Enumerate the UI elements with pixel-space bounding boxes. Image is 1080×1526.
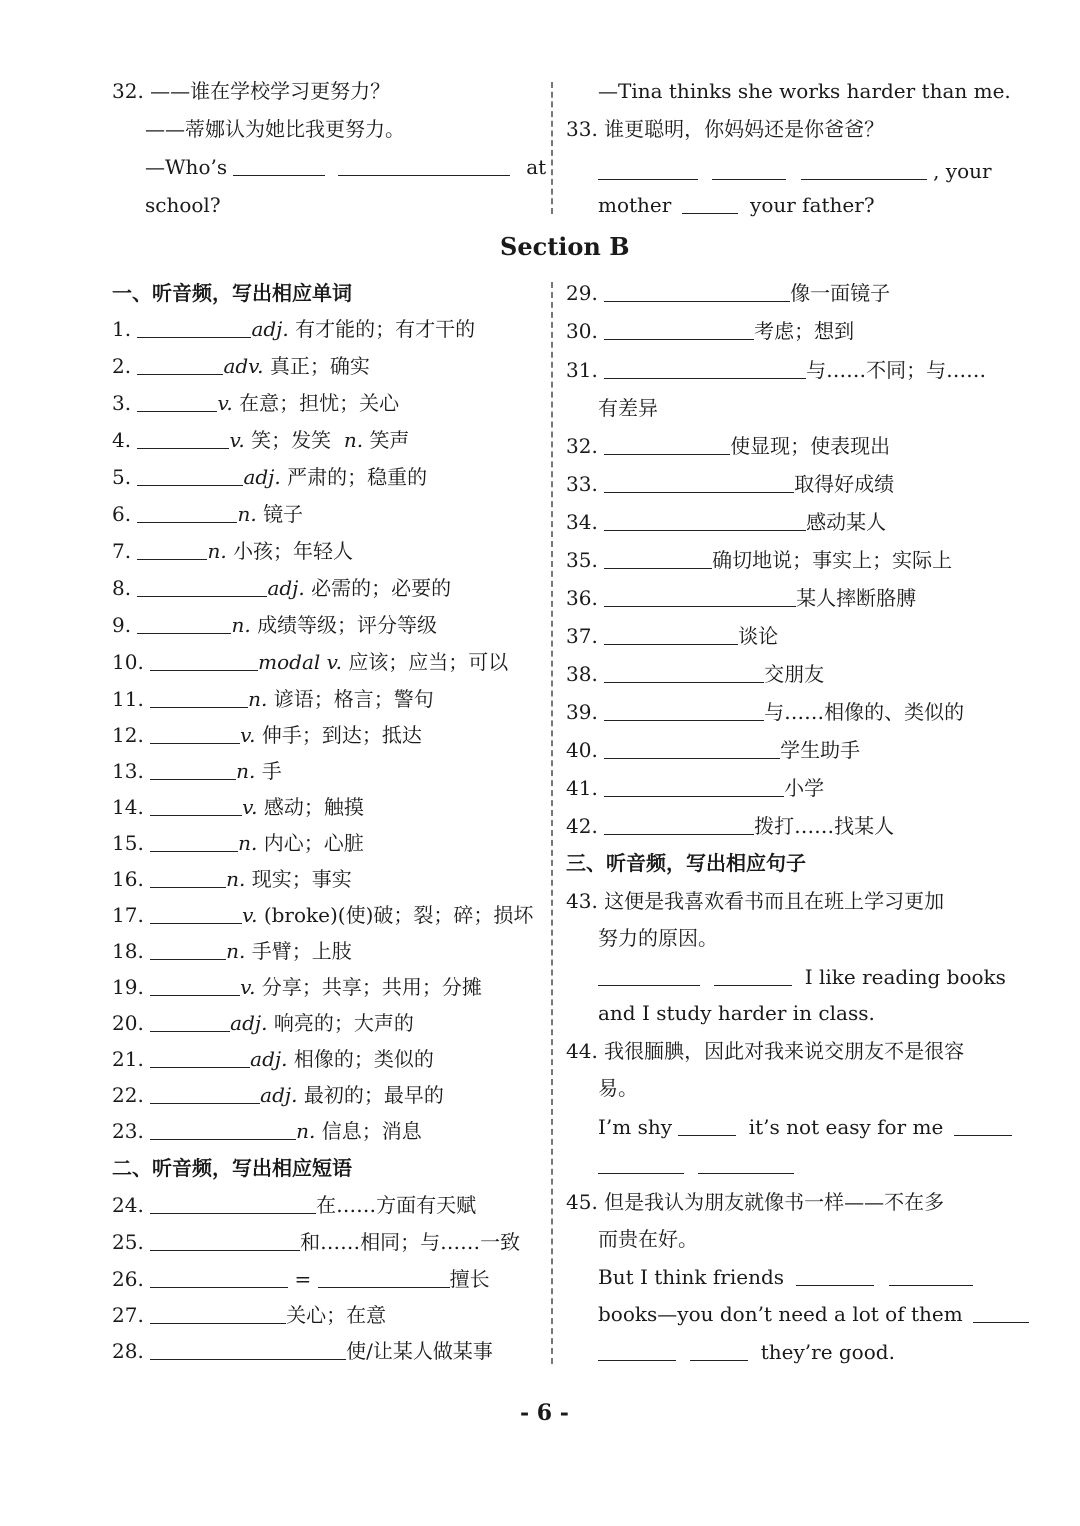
word-item: 1. adj. 有才能的；有才干的 [112, 317, 476, 341]
answer-blank[interactable] [150, 650, 258, 671]
word-item: 19. v. 分享；共享；共用；分摊 [112, 975, 482, 999]
q44-cn1: 44. 我很腼腆，因此对我来说交朋友不是很容 [566, 1039, 965, 1063]
page-number: - 6 - [520, 1400, 569, 1426]
q45-en1: But I think friends [598, 1262, 973, 1292]
answer-blank[interactable] [150, 867, 226, 888]
answer-blank[interactable] [338, 155, 510, 176]
word-item: 3. v. 在意；担忧；关心 [112, 391, 400, 415]
answer-blank[interactable] [604, 548, 712, 569]
answer-blank[interactable] [796, 1265, 874, 1286]
answer-blank[interactable] [137, 428, 229, 449]
answer-blank[interactable] [682, 193, 738, 214]
word-item: 9. n. 成绩等级；评分等级 [112, 613, 438, 637]
word-item: 12. v. 伸手；到达；抵达 [112, 723, 422, 747]
answer-blank[interactable] [150, 1230, 300, 1251]
answer-blank[interactable] [604, 510, 806, 531]
q45-en2: books—you don’t need a lot of them [598, 1299, 1029, 1329]
q43-en1: I like reading books [598, 962, 1006, 992]
answer-blank[interactable] [690, 1340, 748, 1361]
q33-en-line: , your [598, 156, 992, 186]
phrase-item: 33. 取得好成绩 [566, 472, 895, 496]
word-item: 13. n. 手 [112, 759, 282, 783]
phrase-item: 25. 和……相同；与……一致 [112, 1230, 521, 1254]
word-item: 18. n. 手臂；上肢 [112, 939, 352, 963]
answer-blank[interactable] [233, 155, 325, 176]
answer-blank[interactable] [137, 576, 267, 597]
q32-en-line: —Who’s at [145, 155, 547, 179]
q44-en2 [598, 1150, 794, 1180]
answer-blank[interactable] [801, 159, 927, 180]
phrase-item: 42. 拨打……找某人 [566, 814, 895, 838]
answer-blank[interactable] [150, 1193, 316, 1214]
word-item: 8. adj. 必需的；必要的 [112, 576, 452, 600]
answer-blank[interactable] [714, 965, 792, 986]
answer-blank[interactable] [150, 795, 242, 816]
answer-blank[interactable] [604, 281, 790, 302]
answer-blank[interactable] [150, 975, 240, 996]
phrase-item: 41. 小学 [566, 776, 825, 800]
answer-blank[interactable] [150, 903, 242, 924]
phrase-item: 31. 与……不同；与…… [566, 358, 987, 382]
q45-cn1: 45. 但是我认为朋友就像书一样——不在多 [566, 1190, 945, 1214]
phrase-item: 38. 交朋友 [566, 662, 825, 686]
q32-cn1: 32. ——谁在学校学习更努力？ [112, 79, 391, 103]
part1-heading: 一、听音频，写出相应单词 [112, 281, 352, 305]
answer-blank[interactable] [137, 354, 223, 375]
answer-blank[interactable] [137, 502, 237, 523]
answer-blank[interactable] [150, 831, 238, 852]
phrase-item: 29. 像一面镜子 [566, 281, 891, 305]
answer-blank[interactable] [604, 586, 796, 607]
q44-en1: I’m shy it’s not easy for me [598, 1112, 1012, 1142]
answer-blank[interactable] [150, 759, 236, 780]
word-item: 2. adv. 真正；确实 [112, 354, 370, 378]
word-item: 23. n. 信息；消息 [112, 1119, 422, 1143]
answer-blank[interactable] [598, 1153, 684, 1174]
phrase-item: 39. 与……相像的、类似的 [566, 700, 965, 724]
answer-blank[interactable] [598, 965, 700, 986]
answer-blank[interactable] [150, 1047, 250, 1068]
answer-blank[interactable] [150, 723, 240, 744]
word-item: 5. adj. 严肃的；稳重的 [112, 465, 428, 489]
phrase-item: 35. 确切地说；事实上；实际上 [566, 548, 953, 572]
word-item: 15. n. 内心；心脏 [112, 831, 364, 855]
answer-blank[interactable] [604, 662, 764, 683]
answer-blank[interactable] [604, 434, 730, 455]
answer-blank[interactable] [150, 939, 226, 960]
section-title: Section B [500, 232, 630, 261]
answer-blank[interactable] [150, 1011, 230, 1032]
phrase-item: 32. 使显现；使表现出 [566, 434, 891, 458]
part3-heading: 三、听音频，写出相应句子 [566, 851, 806, 875]
word-item: 20. adj. 响亮的；大声的 [112, 1011, 414, 1035]
word-item: 14. v. 感动；触摸 [112, 795, 364, 819]
phrase-item-cont: 有差异 [598, 396, 658, 420]
answer-blank[interactable] [604, 358, 806, 379]
phrase-item: 40. 学生助手 [566, 738, 861, 762]
answer-blank[interactable] [598, 1340, 676, 1361]
q45-en3: they’re good. [598, 1337, 895, 1367]
q32-cn2: ——蒂娜认为她比我更努力。 [145, 117, 405, 141]
answer-blank[interactable] [318, 1267, 450, 1288]
q33-cn: 33. 谁更聪明，你妈妈还是你爸爸？ [566, 117, 885, 141]
answer-blank[interactable] [678, 1115, 736, 1136]
answer-blank[interactable] [150, 687, 248, 708]
phrase-item: 27. 关心；在意 [112, 1303, 387, 1327]
word-item: 6. n. 镜子 [112, 502, 304, 526]
word-item: 11. n. 谚语；格言；警句 [112, 687, 434, 711]
answer-blank[interactable] [137, 465, 243, 486]
word-item: 16. n. 现实；事实 [112, 867, 352, 891]
word-item: 4. v. 笑；发笑 n. 笑声 [112, 428, 410, 452]
column-divider [551, 282, 553, 1364]
answer-blank[interactable] [604, 776, 784, 797]
answer-blank[interactable] [604, 472, 794, 493]
q32-en-school: school? [145, 193, 221, 217]
word-item: 17. v. (broke)(使)破；裂；碎；损坏 [112, 903, 534, 927]
q45-cn2: 而贵在好。 [598, 1227, 698, 1251]
answer-blank[interactable] [137, 317, 251, 338]
word-item: 7. n. 小孩；年轻人 [112, 539, 354, 563]
answer-blank[interactable] [137, 613, 231, 634]
answer-blank[interactable] [712, 159, 786, 180]
answer-blank[interactable] [137, 539, 207, 560]
phrase-item: 37. 谈论 [566, 624, 779, 648]
word-item: 22. adj. 最初的；最早的 [112, 1083, 444, 1107]
answer-blank[interactable] [150, 1267, 288, 1288]
answer-blank[interactable] [598, 159, 698, 180]
answer-blank[interactable] [150, 1303, 286, 1324]
q43-cn1: 43. 这便是我喜欢看书而且在班上学习更加 [566, 889, 945, 913]
q33-en-line2: mother your father? [598, 193, 875, 217]
answer-blank[interactable] [150, 1119, 296, 1140]
answer-blank[interactable] [604, 738, 780, 759]
word-item: 21. adj. 相像的；类似的 [112, 1047, 434, 1071]
phrase-item: 28. 使/让某人做某事 [112, 1339, 493, 1363]
phrase-item: 26. = 擅长 [112, 1267, 490, 1291]
answer-blank[interactable] [889, 1265, 973, 1286]
answer-blank[interactable] [954, 1115, 1012, 1136]
answer-blank[interactable] [604, 814, 754, 835]
answer-blank[interactable] [973, 1302, 1029, 1323]
answer-blank[interactable] [150, 1339, 346, 1360]
q32-en-answer: —Tina thinks she works harder than me. [598, 79, 1011, 103]
answer-blank[interactable] [150, 1083, 260, 1104]
column-divider-top [551, 82, 553, 214]
phrase-item: 30. 考虑；想到 [566, 319, 855, 343]
phrase-item: 34. 感动某人 [566, 510, 887, 534]
q44-cn2: 易。 [598, 1076, 638, 1100]
word-item: 10. modal v. 应该；应当；可以 [112, 650, 509, 674]
answer-blank[interactable] [604, 700, 764, 721]
q43-cn2: 努力的原因。 [598, 926, 718, 950]
phrase-item: 36. 某人摔断胳膊 [566, 586, 917, 610]
answer-blank[interactable] [137, 391, 217, 412]
answer-blank[interactable] [698, 1153, 794, 1174]
q43-en2: and I study harder in class. [598, 1001, 875, 1025]
phrase-item: 24. 在……方面有天赋 [112, 1193, 477, 1217]
answer-blank[interactable] [604, 624, 738, 645]
answer-blank[interactable] [604, 319, 754, 340]
part2-heading: 二、听音频，写出相应短语 [112, 1156, 352, 1180]
